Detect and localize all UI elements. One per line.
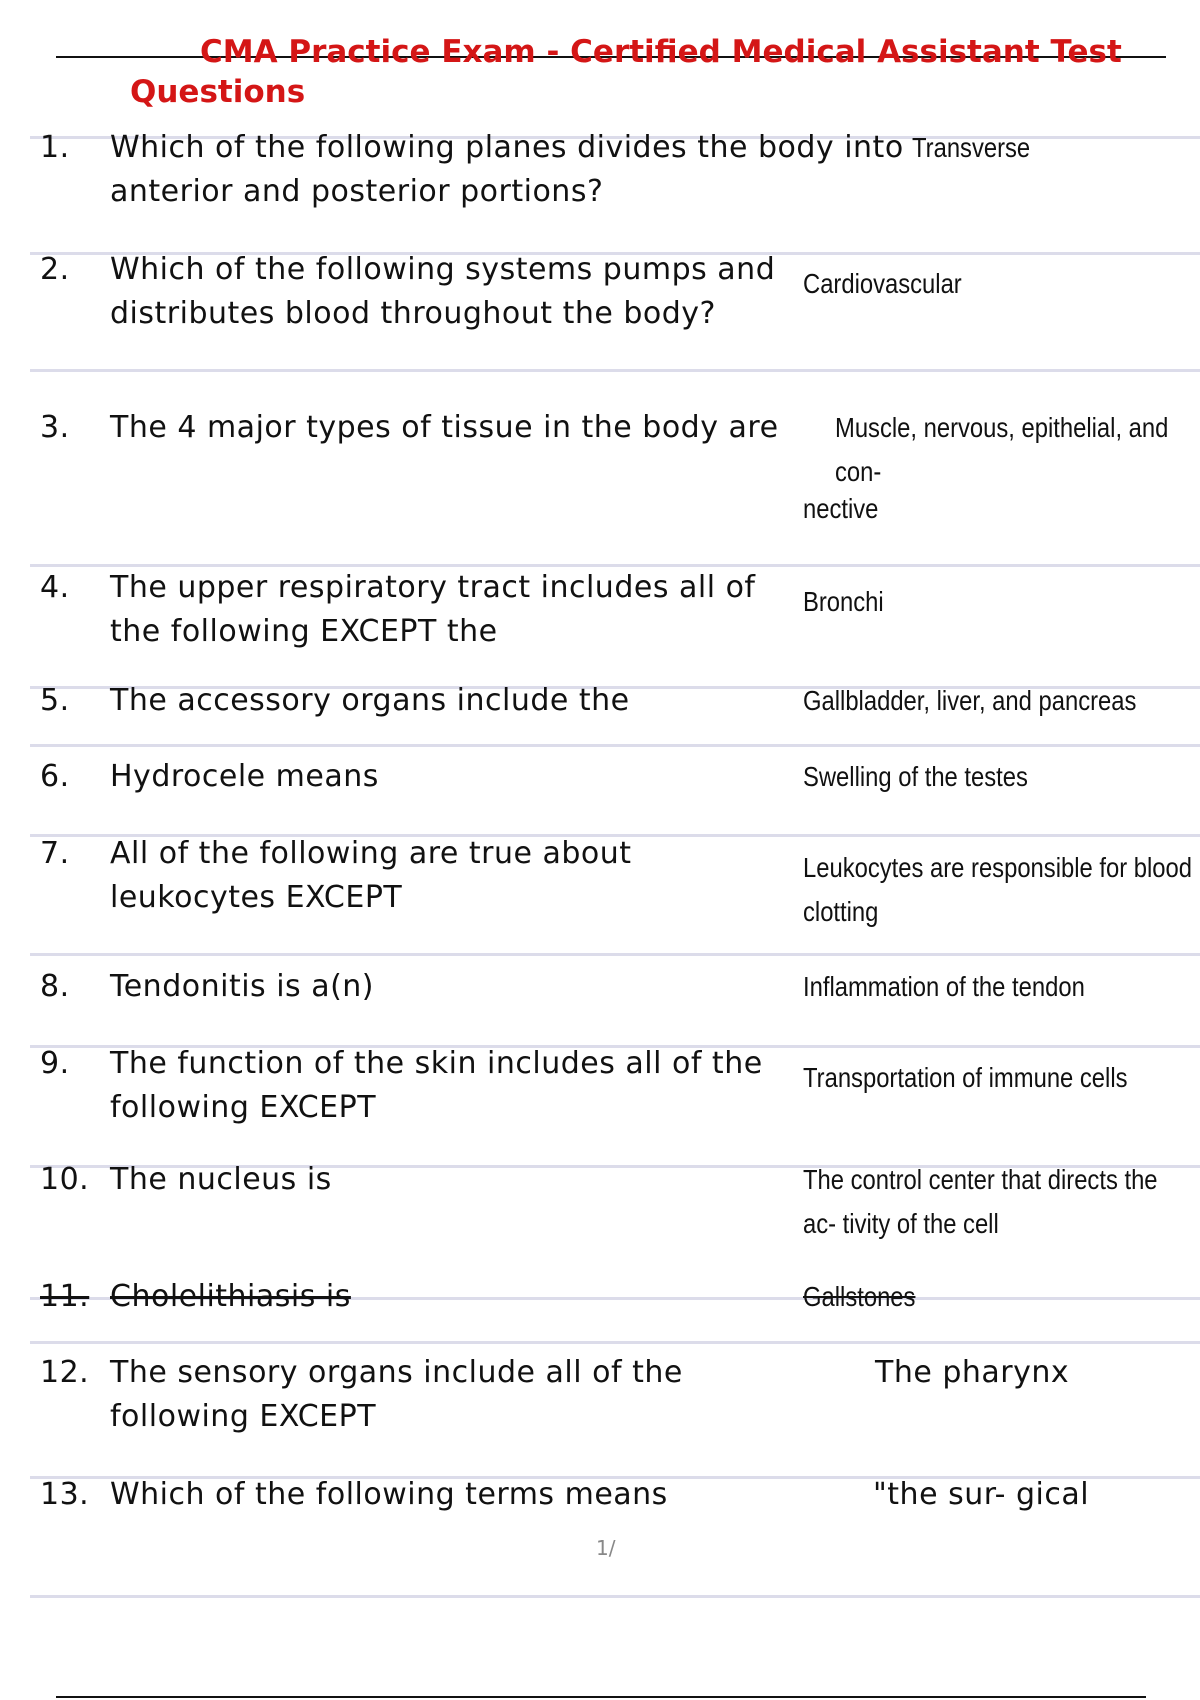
row-separator xyxy=(30,1341,1200,1344)
question-number: 9. xyxy=(40,1046,70,1081)
question-text: The accessory organs include the xyxy=(110,683,630,718)
answer-text: Transverse xyxy=(912,132,1031,163)
question-text: Which of the following planes divides the body into anterior and posterior portions? xyxy=(110,130,904,209)
question-text: The 4 major types of tissue in the body are xyxy=(110,410,779,445)
question-text: The function of the skin includes all of the following EXCEPT xyxy=(110,1046,763,1125)
question-number: 1. xyxy=(40,130,70,165)
row-separator xyxy=(30,953,1200,956)
question-number: 6. xyxy=(40,759,70,794)
answer-text: Cardiovascular xyxy=(803,268,962,299)
answer-text: Gallstones xyxy=(803,1281,916,1312)
answer-text: Bronchi xyxy=(803,586,884,617)
question-text: Cholelithiasis is xyxy=(110,1279,351,1314)
question-number: 13. xyxy=(40,1477,90,1512)
answer-text: "the sur- gical xyxy=(873,1477,1090,1512)
question-text: Hydrocele means xyxy=(110,759,379,794)
question-text: Which of the following systems pumps and distributes blood throughout the body? xyxy=(110,252,776,331)
answer-text: Muscle, nervous, epithelial, and con- xyxy=(835,412,1169,487)
row-separator xyxy=(30,744,1200,747)
answer-text: Leukocytes are responsible for blood clotting xyxy=(803,852,1192,927)
answer-text: Transportation of immune cells xyxy=(803,1062,1128,1093)
question-text: All of the following are true about leukocytes EXCEPT xyxy=(110,836,632,915)
row-separator xyxy=(30,1595,1200,1598)
question-text: The sensory organs include all of the following EXCEPT xyxy=(110,1355,683,1434)
question-number: 5. xyxy=(40,683,70,718)
answer-text: Swelling of the testes xyxy=(803,761,1028,792)
question-number: 11. xyxy=(40,1279,90,1314)
question-number: 8. xyxy=(40,969,70,1004)
answer-text: Inflammation of the tendon xyxy=(803,971,1085,1002)
answer-text: The control center that directs the ac- tivity of the cell xyxy=(803,1164,1158,1239)
row-separator xyxy=(30,369,1200,372)
question-text: Tendonitis is a(n) xyxy=(110,969,375,1004)
question-number: 7. xyxy=(40,836,70,871)
question-number: 12. xyxy=(40,1355,90,1390)
page-number: 1/ xyxy=(596,1536,616,1560)
question-number: 2. xyxy=(40,252,70,287)
question-text: Which of the following terms means xyxy=(110,1477,668,1512)
footer-rule xyxy=(56,1696,1146,1698)
answer-text: Gallbladder, liver, and pancreas xyxy=(803,685,1137,716)
question-number: 3. xyxy=(40,410,70,445)
question-text: The upper respiratory tract includes all of the following EXCEPT the xyxy=(110,570,756,649)
question-number: 10. xyxy=(40,1162,90,1197)
answer-text-continued: nective xyxy=(803,493,879,524)
question-text: The nucleus is xyxy=(110,1162,332,1197)
answer-text: The pharynx xyxy=(875,1355,1070,1390)
page-title: CMA Practice Exam - Certified Medical Assistant Test Questions xyxy=(130,34,1122,110)
question-number: 4. xyxy=(40,570,70,605)
